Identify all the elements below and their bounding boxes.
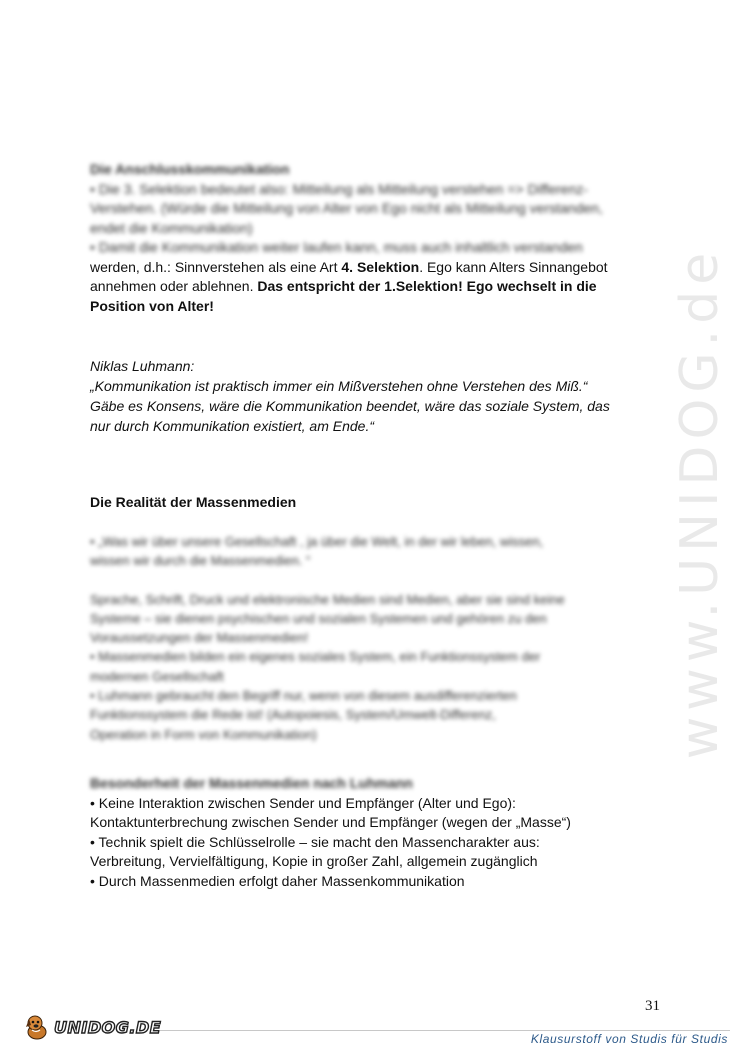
quote-author: Niklas Luhmann: — [90, 358, 195, 374]
section-heading: Besonderheit der Massenmedien nach Luhmann — [90, 775, 413, 791]
blurred-line: Voraussetzungen der Massenmedien! — [90, 630, 309, 646]
blurred-line: • Damit die Kommunikation weiter laufen kann, muss auch inhaltlich verstanden — [90, 239, 583, 255]
quote-line: Gäbe es Konsens, wäre die Kommunikation beendet, wäre das soziale System, das — [90, 398, 610, 414]
blurred-line: • „Was wir über unsere Gesellschaft , ja über die Welt, in der wir leben, wissen, — [90, 534, 544, 549]
blurred-line: • Luhmann gebraucht den Begriff nur, wenn von diesem ausdifferenzierten — [90, 688, 517, 704]
text-line: Kontaktunterbrechung zwischen Sender und Empfänger (wegen der „Masse“) — [90, 814, 571, 830]
blurred-line: Verstehen. (Würde die Mitteilung von Alter von Ego nicht als Mitteilung verstanden, — [90, 200, 603, 216]
text-span: . Ego kann Alters Sinnangebot — [419, 258, 608, 275]
spacer — [90, 571, 650, 590]
dog-icon — [22, 1012, 52, 1042]
quote-line: nur durch Kommunikation existiert, am Ende.“ — [90, 418, 375, 434]
text-span: annehmen oder ablehnen. — [90, 278, 258, 294]
footer-tagline: Klausurstoff von Studis für Studis — [530, 1032, 728, 1046]
page-number: 31 — [645, 998, 660, 1014]
section-heading: Die Anschlusskommunikation — [90, 161, 290, 177]
text-span: werden, d.h.: Sinnverstehen als eine Art — [90, 258, 342, 275]
text-line — [90, 258, 660, 278]
luhmann-quote — [90, 356, 670, 436]
blurred-line: endet die Kommunikation) — [90, 219, 253, 236]
blurred-line: • Massenmedien bilden ein eigenes soziales System, ein Funktionssystem der — [90, 649, 541, 665]
watermark-text: www.UNIDOG.de — [670, 246, 730, 760]
footer-divider — [160, 1030, 730, 1031]
blurred-line: • Die 3. Selektion bedeutet also: Mitteilung als Mitteilung verstehen => Differenz- — [90, 180, 589, 197]
text-line — [90, 277, 660, 297]
section-anschlusskommunikation — [90, 160, 660, 316]
blurred-line: Funktionssystem die Rede ist! (Autopoiesis, System/Umwelt-Differenz, — [90, 707, 496, 723]
text-line — [90, 297, 660, 317]
blurred-line: Systeme – sie dienen psychischen und sozialen Systemen und gehören zu den — [90, 610, 547, 626]
bold-text: 4. Selektion — [341, 258, 420, 275]
text-line: Verbreitung, Vervielfältigung, Kopie in großer Zahl, allgemein zugänglich — [90, 853, 538, 869]
logo-text: UNIDOG.DE — [54, 1017, 162, 1037]
text-line: • Technik spielt die Schlüsselrolle – sie macht den Massencharakter aus: — [90, 833, 540, 850]
bold-text: Position von Alter! — [90, 297, 214, 314]
blurred-line: Operation in Form von Kommunikation) — [90, 726, 317, 742]
blurred-line: Sprache, Schrift, Druck und elektronische Medien sind Medien, aber sie sind keine — [90, 591, 565, 607]
text-line: • Keine Interaktion zwischen Sender und Empfänger (Alter und Ego): — [90, 794, 516, 811]
section-besonderheit — [90, 774, 670, 891]
section-title-massenmedien: Die Realität der Massenmedien — [90, 494, 297, 510]
text-line: • Durch Massenmedien erfolgt daher Massenkommunikation — [90, 872, 465, 889]
section-massenmedien-body — [90, 532, 650, 744]
blurred-line: modernen Gesellschaft — [90, 668, 224, 684]
unidog-logo — [22, 1012, 161, 1042]
quote-line: „Kommunikation ist praktisch immer ein Mißverstehen ohne Verstehen des Miß.“ — [90, 378, 588, 394]
bold-text: Das entspricht der 1.Selektion! Ego wechselt in die — [257, 278, 597, 294]
blurred-line: wissen wir durch die Massenmedien. “ — [90, 553, 311, 569]
watermark — [660, 246, 740, 760]
